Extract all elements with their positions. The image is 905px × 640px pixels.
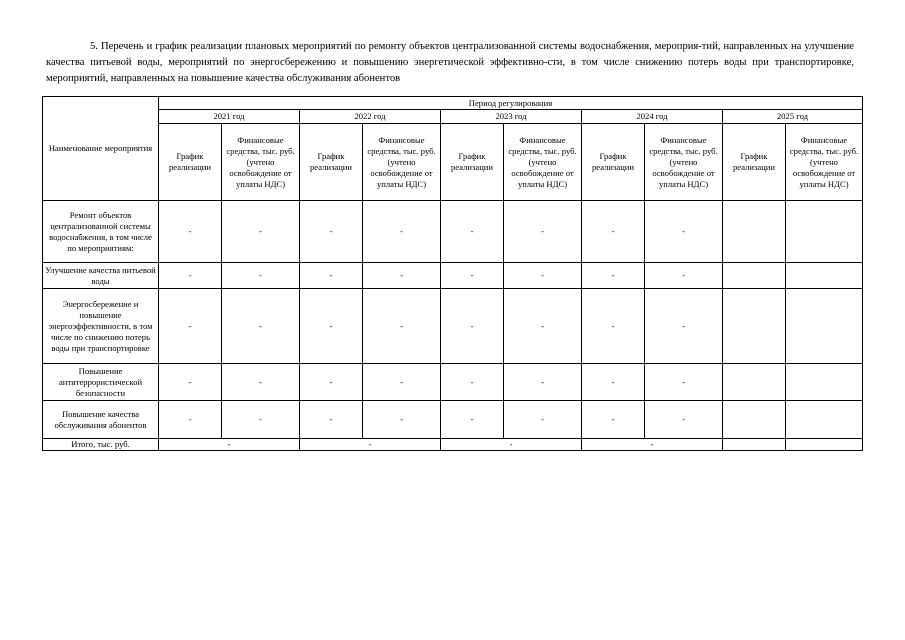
table-cell: - (363, 289, 441, 364)
total-cell: - (582, 439, 723, 451)
table-cell (723, 401, 786, 439)
table-row (43, 263, 863, 289)
total-cell (723, 439, 786, 451)
header-finance: Финансовые средства, тыс. руб. (учтено освобождение от уплаты НДС) (363, 124, 441, 201)
header-period: Период регулирования (159, 97, 863, 110)
header-year: 2023 год (441, 110, 582, 124)
header-year: 2024 год (582, 110, 723, 124)
table-cell: - (441, 364, 504, 401)
table-cell: - (222, 263, 300, 289)
table-cell: - (300, 289, 363, 364)
table-cell: - (159, 289, 222, 364)
header-year: 2025 год (723, 110, 863, 124)
header-schedule: График реализации (582, 124, 645, 201)
table-cell: - (300, 201, 363, 263)
table-cell: - (363, 401, 441, 439)
table-cell: - (645, 263, 723, 289)
table-cell: - (645, 201, 723, 263)
table-cell: - (441, 263, 504, 289)
total-cell: - (441, 439, 582, 451)
header-schedule: График реализации (300, 124, 363, 201)
total-cell: - (300, 439, 441, 451)
table-cell: - (222, 401, 300, 439)
table-cell: - (363, 201, 441, 263)
table-row (43, 201, 863, 263)
table-cell: - (159, 201, 222, 263)
row-activity-name: Повышение качества обслуживания абонентов (43, 401, 159, 439)
table-cell: - (582, 401, 645, 439)
table-cell: - (441, 401, 504, 439)
plan-table (42, 96, 863, 451)
header-schedule: График реализации (159, 124, 222, 201)
total-label: Итого, тыс. руб. (43, 439, 159, 451)
table-cell: - (504, 263, 582, 289)
table-cell: - (582, 201, 645, 263)
table-cell: - (222, 201, 300, 263)
header-finance: Финансовые средства, тыс. руб. (учтено освобождение от уплаты НДС) (645, 124, 723, 201)
table-row (43, 401, 863, 439)
row-activity-name: Повышение антитеррористической безопасности (43, 364, 159, 401)
table-cell: - (300, 364, 363, 401)
table-cell (786, 263, 863, 289)
table-cell: - (222, 364, 300, 401)
table-cell (723, 364, 786, 401)
table-cell: - (582, 364, 645, 401)
table-cell: - (504, 201, 582, 263)
table-cell: - (300, 263, 363, 289)
header-year: 2021 год (159, 110, 300, 124)
table-cell: - (300, 401, 363, 439)
row-activity-name: Энергосбережение и повышение энергоэффективности, в том числе по снижению потерь воды при транспортировке (43, 289, 159, 364)
header-schedule: График реализации (441, 124, 504, 201)
table-cell: - (645, 289, 723, 364)
header-year: 2022 год (300, 110, 441, 124)
row-activity-name: Улучшение качества питьевой воды (43, 263, 159, 289)
table-cell: - (363, 364, 441, 401)
table-cell: - (582, 289, 645, 364)
table-cell (723, 289, 786, 364)
table-cell (723, 201, 786, 263)
total-cell (786, 439, 863, 451)
table-cell (786, 364, 863, 401)
total-cell: - (159, 439, 300, 451)
header-finance: Финансовые средства, тыс. руб. (учтено освобождение от уплаты НДС) (786, 124, 863, 201)
row-activity-name: Ремонт объектов централизованной системы водоснабжения, в том числе по мероприятиям: (43, 201, 159, 263)
table-cell (786, 289, 863, 364)
table-cell: - (363, 263, 441, 289)
table-cell: - (582, 263, 645, 289)
table-cell: - (504, 364, 582, 401)
table-row (43, 289, 863, 364)
header-finance: Финансовые средства, тыс. руб. (учтено освобождение от уплаты НДС) (222, 124, 300, 201)
table-cell: - (159, 401, 222, 439)
table-cell (786, 401, 863, 439)
header-schedule: График реализации (723, 124, 786, 201)
table-cell (723, 263, 786, 289)
table-cell: - (504, 401, 582, 439)
header-activity-name: Наименование мероприятия (43, 97, 159, 201)
table-cell: - (645, 364, 723, 401)
table-cell: - (222, 289, 300, 364)
header-finance: Финансовые средства, тыс. руб. (учтено освобождение от уплаты НДС) (504, 124, 582, 201)
table-cell: - (441, 201, 504, 263)
total-row (43, 439, 863, 451)
section-heading: 5. Перечень и график реализации плановых мероприятий по ремонту объектов централизованной системы водоснабжения, мероприя-тий, направленных на улучшение качества питьевой воды, мероприятий по энергосбережению и повышению энергетической эффективно-сти, в том числе снижению потерь воды при транспортировке, мероприятий, направленных на повышение качества обслуживания абонентов (46, 41, 854, 84)
table-cell: - (159, 263, 222, 289)
table-cell (786, 201, 863, 263)
table-cell: - (159, 364, 222, 401)
table-cell: - (645, 401, 723, 439)
table-cell: - (504, 289, 582, 364)
table-cell: - (441, 289, 504, 364)
table-row (43, 364, 863, 401)
